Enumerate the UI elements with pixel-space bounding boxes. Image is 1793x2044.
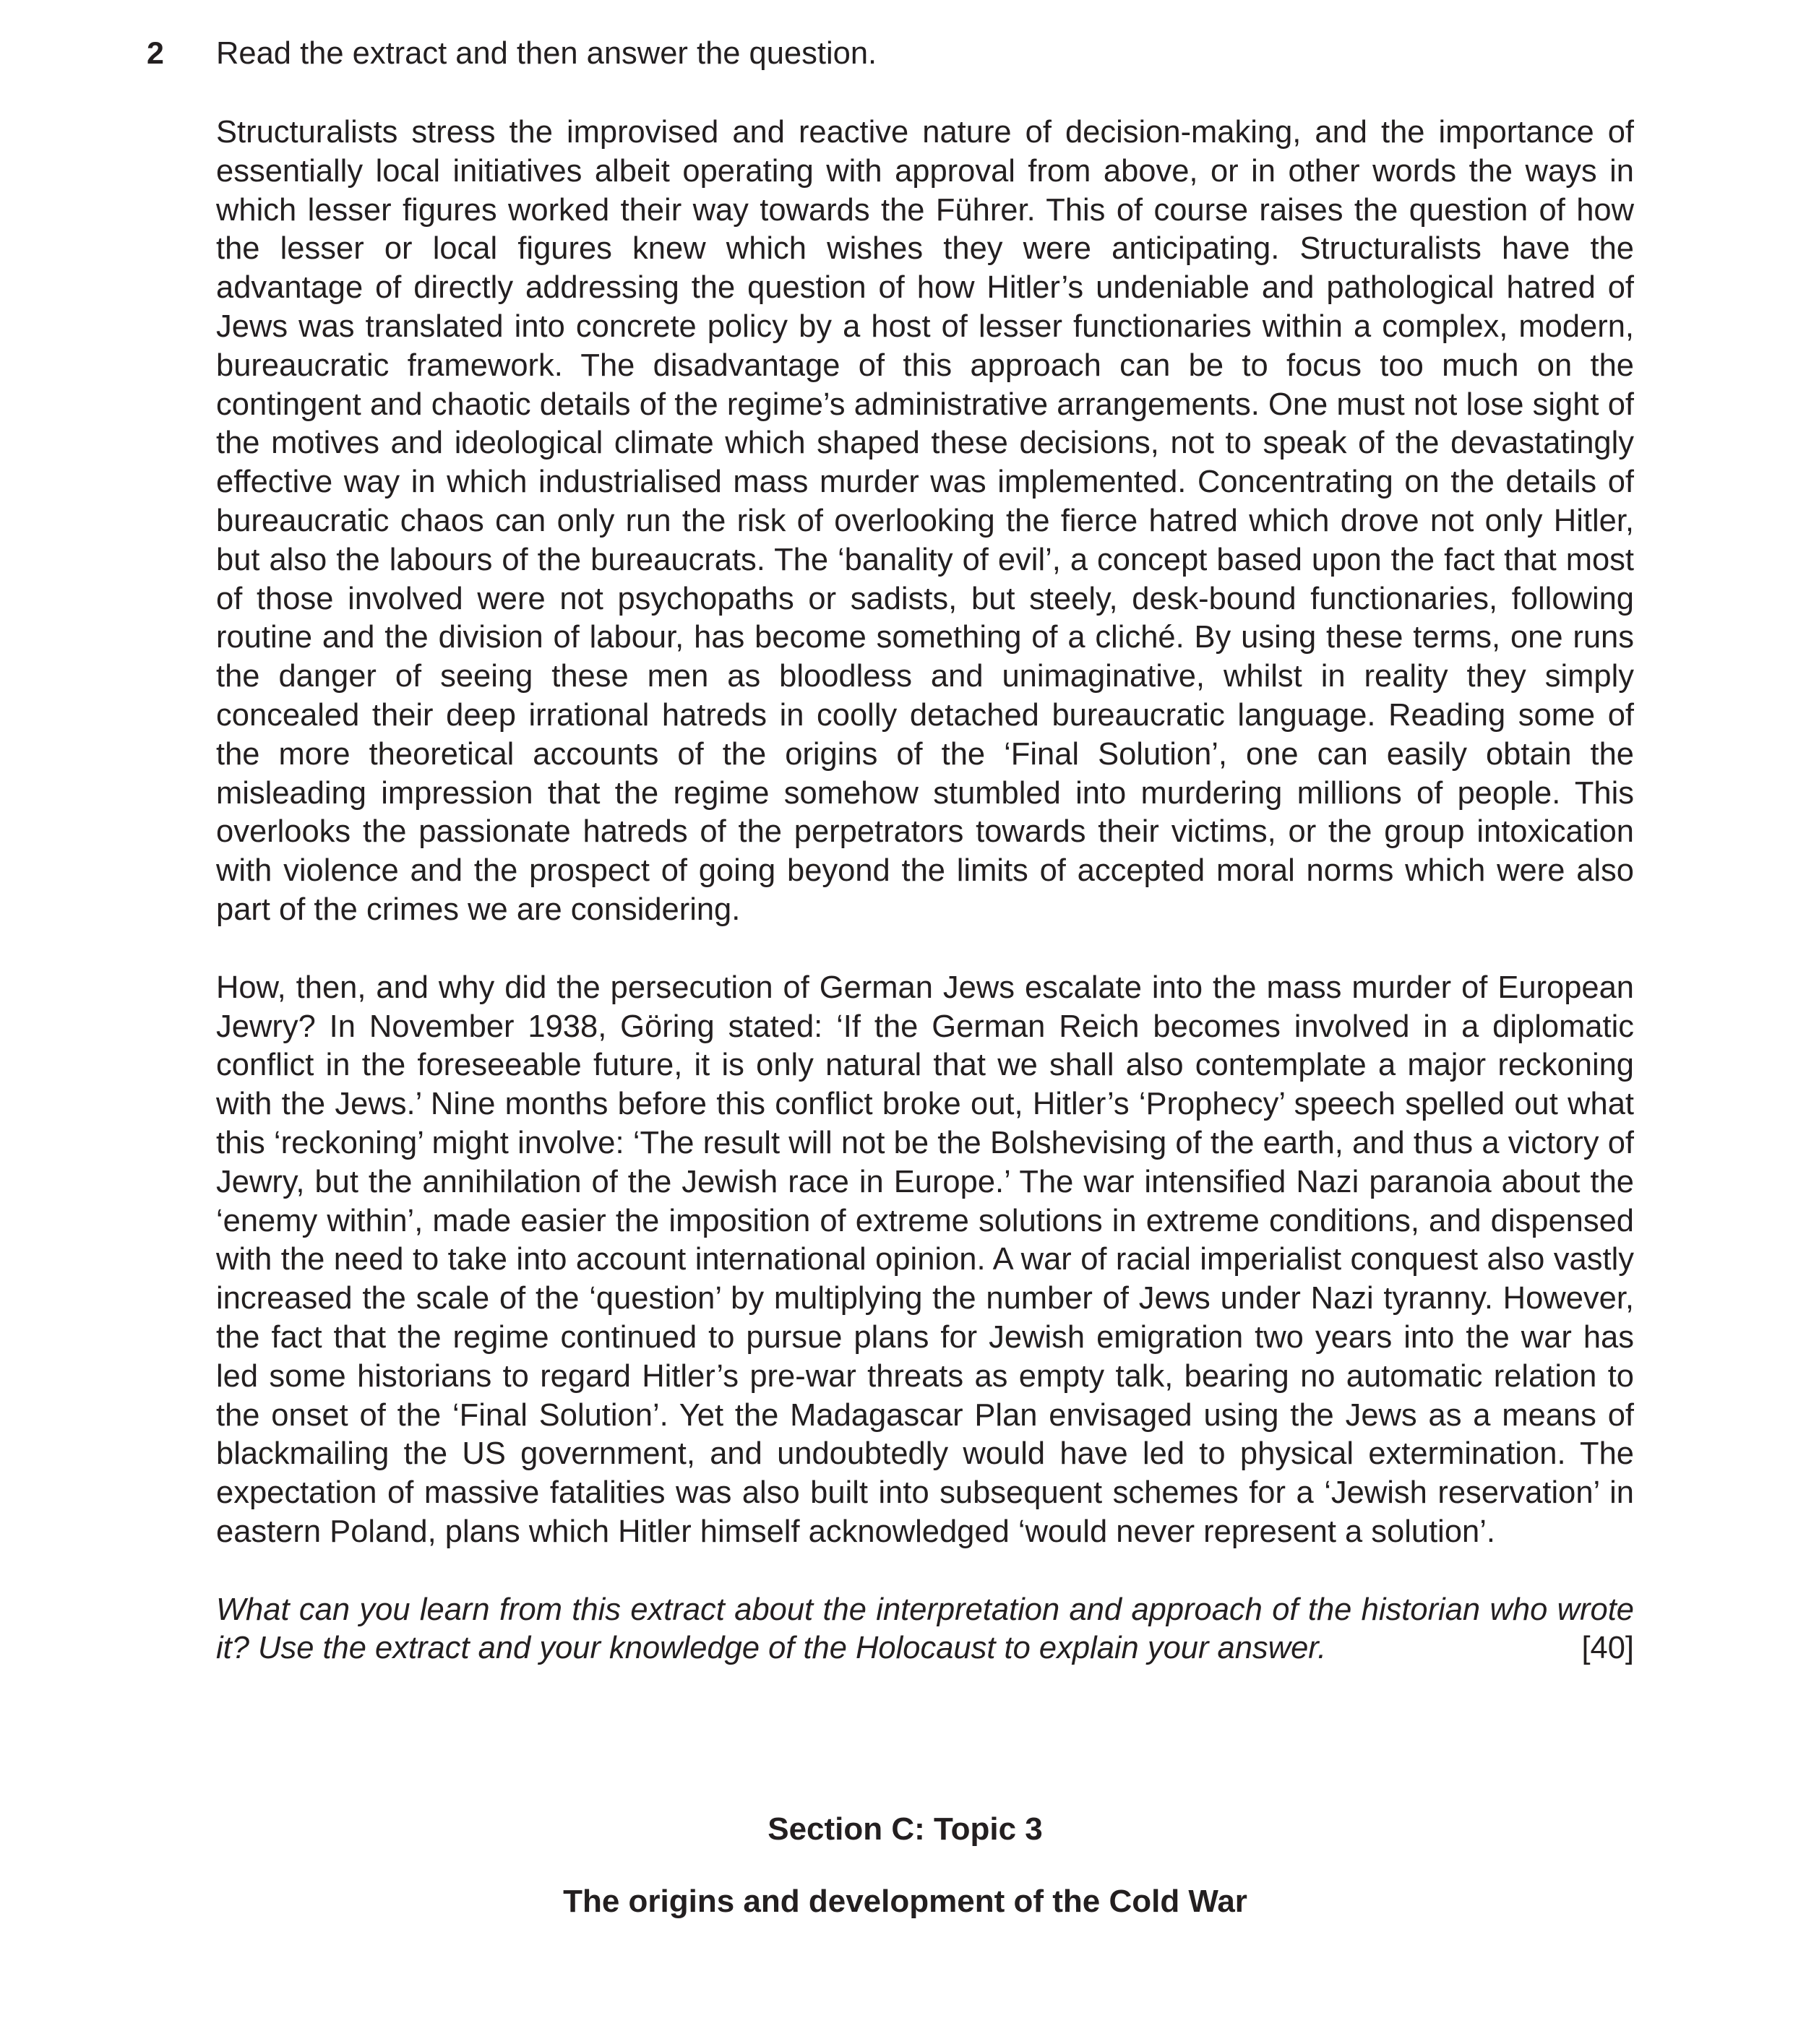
extract-paragraph-1: Structuralists stress the improvised and reactive nature of decision-making, and the importance of essentially local initiatives albeit operating with approval from above, or in other words the ways in which lesser figures worked their way towards the Führer. This of course raises the question of how the lesser or local figures knew which wishes they were anticipating. Structuralists have the advantage of directly addressing the question of how Hitler’s undeniable and pathological hatred of Jews was translated into concrete policy by a host of lesser functionaries within a complex, modern, bureaucratic framework. The disadvantage of this approach can be to focus too much on the contingent and chaotic details of the regime’s administrative arrangements. One must not lose sight of the motives and ideological climate which shaped these decisions, not to speak of the devastatingly effective way in which industrialised mass murder was implemented. Concentrating on the details of bureaucratic chaos can only run the risk of overlooking the fierce hatred which drove not only Hitler, but also the labours of the bureaucrats. The ‘banality of evil’, a concept based upon the fact that most of those involved were not psychopaths or sadists, but steely, desk-bound functionaries, following routine and the division of labour, has become something of a cliché. By using these terms, one runs the danger of seeing these men as bloodless and unimaginative, whilst in reality they simply concealed their deep irrational hatreds in coolly detached bureaucratic language. Reading some of the more theoretical accounts of the origins of the ‘Final Solution’, one can easily obtain the misleading impression that the regime somehow stumbled into murdering millions of people. This overlooks the passionate hatreds of the perpetrators towards their victims, or the group intoxication with violence and the prospect of going beyond the limits of accepted moral norms which were also part of the crimes we are considering. (216, 115, 1634, 927)
section-heading: Section C: Topic 3 (767, 1811, 1043, 1847)
topic-title: The origins and development of the Cold War (563, 1884, 1247, 1919)
marks-allocation: [40] (1581, 1631, 1634, 1666)
extract-paragraph-2: How, then, and why did the persecution of German Jews escalate into the mass murder of European Jewry? In November 1938, Göring stated: ‘If the German Reich becomes involved in a diplomatic conflict in the foreseeable future, it is only natural that we shall also contemplate a major reckoning with the Jews.’ Nine months before this conflict broke out, Hitler’s ‘Prophecy’ speech spelled out what this ‘reckoning’ might involve: ‘The result will not be the Bolshevising of the earth, and thus a victory of Jewry, but the annihilation of the Jewish race in Europe.’ The war intensified Nazi paranoia about the ‘enemy within’, made easier the imposition of extreme solutions in extreme conditions, and dispensed with the need to take into account international opinion. A war of racial imperialist conquest also vastly increased the scale of the ‘question’ by multiplying the number of Jews under Nazi tyranny. However, the fact that the regime continued to pursue plans for Jewish emigration two years into the war has led some historians to regard Hitler’s pre-war threats as empty talk, bearing no automatic relation to the onset of the ‘Final Solution’. Yet the Madagascar Plan envisaged using the Jews as a means of blackmailing the US government, and undoubtedly would have led to physical extermination. The expectation of massive fatalities was also built into subsequent schemes for a ‘Jewish reservation’ in eastern Poland, plans which Hitler himself acknowledged ‘would never represent a solution’. (216, 970, 1634, 1549)
question-task-text: What can you learn from this extract about the interpretation and approach of the historian who wrote it? Use the extract and your knowledge of the Holocaust to explain your answer. (216, 1592, 1634, 1666)
question-body (216, 32, 1634, 1668)
question-task (216, 1591, 1634, 1669)
question-instruction: Read the extract and then answer the question. (216, 36, 877, 71)
question-number: 2 (147, 36, 164, 71)
